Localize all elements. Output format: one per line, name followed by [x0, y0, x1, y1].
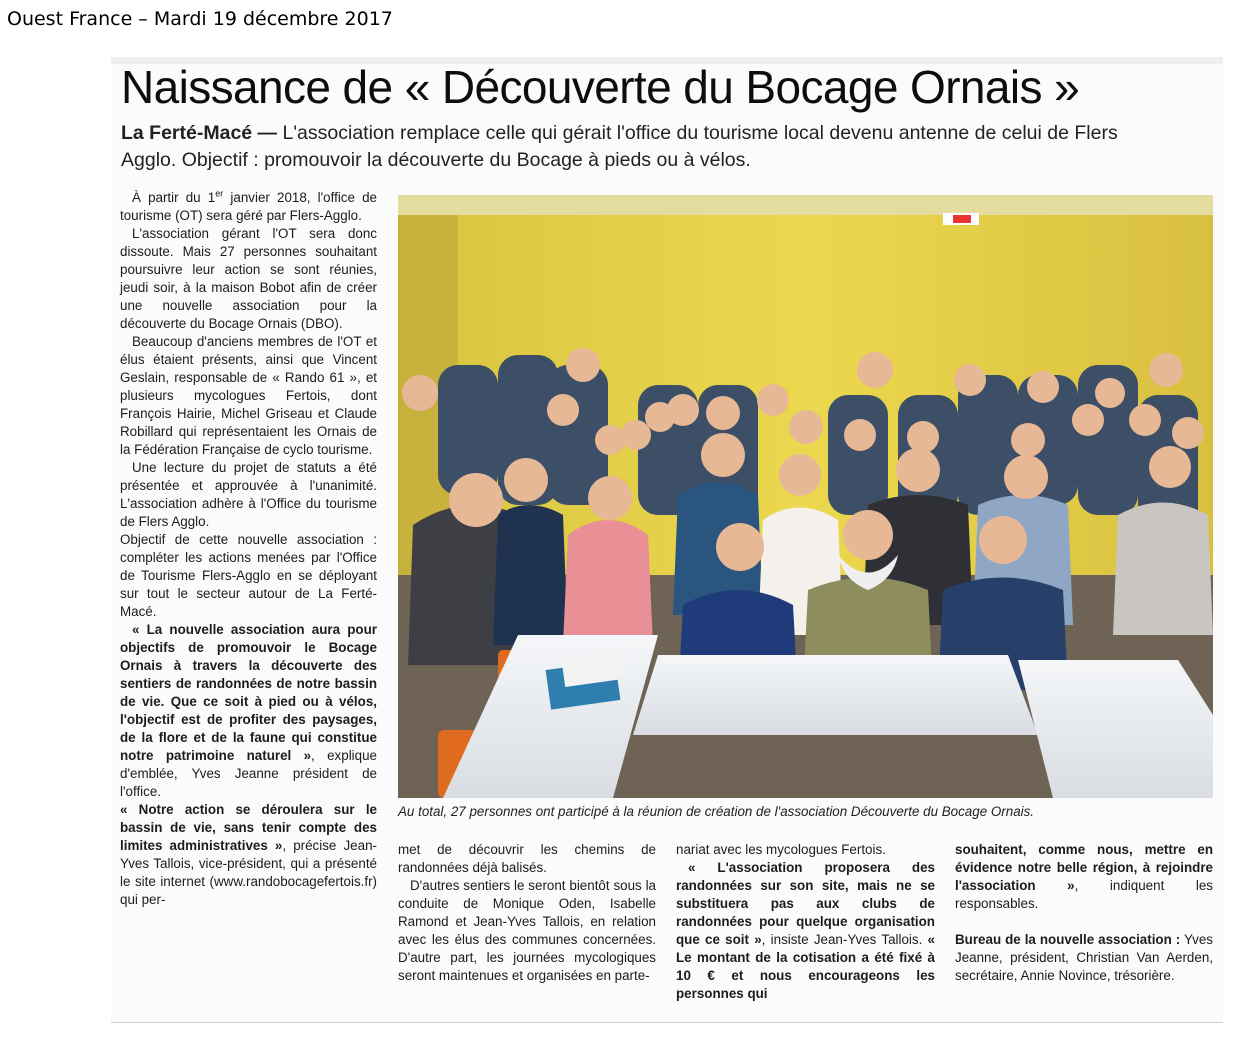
article-column-1: [120, 189, 377, 909]
paragraph: À partir du 1er janvier 2018, l'office de tourisme (OT) sera géré par Flers-Agglo.: [120, 188, 377, 223]
lede: [121, 120, 1151, 174]
bureau-paragraph: Bureau de la nouvelle association : Yves Jeanne, président, Christian Van Aerden, secrétaire, Annie Novince, trésorière.: [955, 932, 1213, 983]
paragraph: nariat avec les mycologues Fertois.: [676, 842, 886, 857]
quote-paragraph: « Notre action se déroulera sur le bassin de vie, sans tenir compte des limites administratives », précise Jean-Yves Tallois, vice-président, qui a présenté le site internet (www.randobocagefertois.fr) qui per-: [120, 802, 377, 907]
paragraph: L'association gérant l'OT sera donc dissoute. Mais 27 personnes souhaitant poursuivre leur action se sont réunies, jeudi soir, à la maison Bobot afin de créer une nouvelle association pour la découverte du Bocage Ornais (DBO).: [120, 226, 377, 331]
quote-paragraph: « La nouvelle association aura pour objectifs de promouvoir le Bocage Ornais à travers la découverte des sentiers de randonnées de notre bassin de vie. Que ce soit à pied ou à vélos, l'objectif est de profiter des paysages, de la flore et de la faune qui constitue notre patrimoine naturel », explique d'emblée, Yves Jeanne président de l'office.: [120, 622, 377, 799]
quote-paragraph: souhaitent, comme nous, mettre en évidence notre belle région, à rejoindre l'association », indiquent les responsables.: [955, 842, 1213, 911]
group-photo: [398, 195, 1213, 798]
paragraph: Objectif de cette nouvelle association : compléter les actions menées par l'Office de Tourisme Flers-Agglo en se déployant sur tout le secteur autour de La Ferté-Macé.: [120, 532, 377, 619]
paragraph: Beaucoup d'anciens membres de l'OT et élus étaient présents, ainsi que Vincent Geslain, responsable de « Rando 61 », et plusieurs mycologues Fertois, dont François Hairie, Michel Griseau et Claude Robillard qui représentaient les Ornais de la Fédération Française de cyclo tourisme.: [120, 334, 377, 457]
lede-text: L'association remplace celle qui gérait l'office du tourisme local devenu antenne de celui de Flers Agglo. Objectif : promouvoir la découverte du Bocage à pieds ou à vélos.: [121, 122, 1118, 171]
source-line: Ouest France – Mardi 19 décembre 2017: [7, 8, 393, 30]
paragraph: D'autres sentiers le seront bientôt sous la conduite de Monique Oden, Isabelle Ramond et Jean-Yves Tallois, en relation avec les élus des communes concernées. D'autre part, les journées mycologiques seront maintenues et organisées en parte-: [398, 878, 656, 983]
bottom-rule: [111, 1022, 1223, 1023]
lede-place: La Ferté-Macé —: [121, 122, 278, 144]
photo-caption: Au total, 27 personnes ont participé à la réunion de création de l'association Découverte du Bocage Ornais.: [398, 804, 1035, 819]
paragraph: met de découvrir les chemins de randonnées déjà balisés.: [398, 842, 656, 875]
paragraph: Une lecture du projet de statuts a été présentée et approuvée à l'unanimité. L'association adhère à l'Office du tourisme de Flers Agglo.: [120, 460, 377, 529]
article-column-4: [955, 841, 1213, 985]
article-column-3: [676, 841, 935, 1003]
article-column-2: [398, 841, 656, 985]
newspaper-clipping: [111, 57, 1223, 1024]
quote-paragraph: « L'association proposera des randonnées sur son site, mais ne se substituera pas aux clubs de randonnées pour quelque organisation que ce soit », insiste Jean-Yves Tallois. « Le montant de la cotisation a été fixé à 10 € et nous encourageons les personnes qui: [676, 860, 935, 1001]
headline: Naissance de « Découverte du Bocage Ornais »: [121, 61, 1080, 113]
